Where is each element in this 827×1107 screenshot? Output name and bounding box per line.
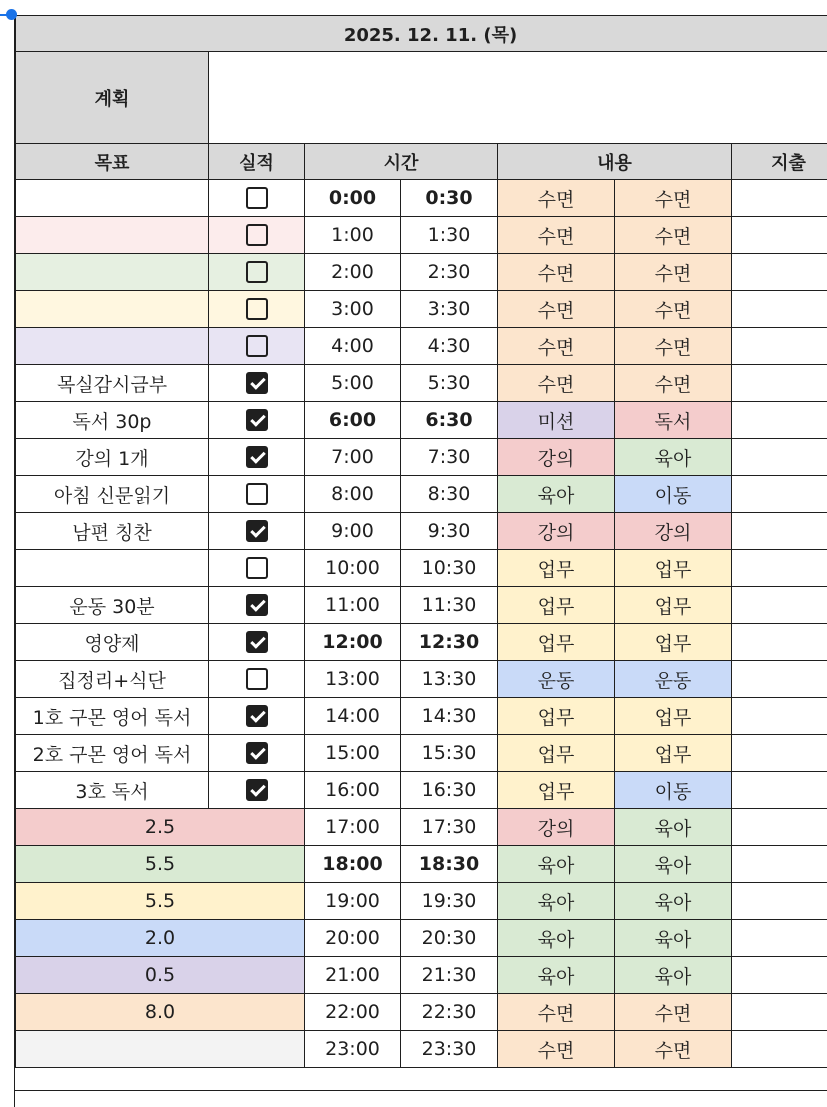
content-cell-1[interactable]: 수면 — [498, 254, 615, 291]
time-start-cell[interactable]: 3:00 — [305, 291, 401, 328]
time-start-cell[interactable]: 13:00 — [305, 661, 401, 698]
content-cell-1[interactable]: 수면 — [498, 365, 615, 402]
content-cell-2[interactable]: 업무 — [615, 587, 732, 624]
unchecked-checkbox-icon[interactable] — [246, 298, 268, 320]
unchecked-checkbox-icon[interactable] — [246, 187, 268, 209]
time-start-cell[interactable]: 10:00 — [305, 550, 401, 587]
content-cell-1[interactable]: 수면 — [498, 217, 615, 254]
expense-cell[interactable] — [732, 624, 827, 661]
header-time[interactable]: 시간 — [305, 144, 498, 180]
expense-cell[interactable] — [732, 587, 827, 624]
content-cell-1[interactable]: 육아 — [498, 920, 615, 957]
time-half-cell[interactable]: 8:30 — [401, 476, 498, 513]
content-cell-2[interactable]: 수면 — [615, 1031, 732, 1068]
table-row — [16, 402, 827, 439]
table-row — [16, 328, 827, 365]
content-cell-1[interactable]: 업무 — [498, 550, 615, 587]
expense-cell[interactable] — [732, 920, 827, 957]
expense-cell[interactable] — [732, 846, 827, 883]
goal-cell[interactable]: 2호 구몬 영어 독서 — [16, 735, 209, 772]
done-cell[interactable] — [209, 217, 305, 254]
header-content[interactable]: 내용 — [498, 144, 732, 180]
table-row — [16, 254, 827, 291]
goal-cell[interactable]: 1호 구몬 영어 독서 — [16, 698, 209, 735]
time-half-cell[interactable]: 9:30 — [401, 513, 498, 550]
table-row — [16, 735, 827, 772]
time-start-cell[interactable]: 11:00 — [305, 587, 401, 624]
time-start-cell[interactable]: 12:00 — [305, 624, 401, 661]
expense-cell[interactable] — [732, 291, 827, 328]
summary-hours-cell[interactable]: 5.5 — [16, 846, 305, 883]
table-row — [16, 513, 827, 550]
expense-cell[interactable] — [732, 1031, 827, 1068]
expense-cell[interactable] — [732, 328, 827, 365]
table-row — [16, 180, 827, 217]
done-cell[interactable] — [209, 661, 305, 698]
content-cell-1[interactable]: 업무 — [498, 624, 615, 661]
goal-cell[interactable]: 집정리+식단 — [16, 661, 209, 698]
checked-checkbox-icon[interactable] — [246, 779, 268, 801]
checked-checkbox-icon[interactable] — [246, 409, 268, 431]
table-row — [16, 476, 827, 513]
expense-cell[interactable] — [732, 365, 827, 402]
time-start-cell[interactable]: 4:00 — [305, 328, 401, 365]
summary-hours-cell[interactable]: 2.0 — [16, 920, 305, 957]
table-row — [16, 587, 827, 624]
content-cell-2[interactable]: 업무 — [615, 698, 732, 735]
time-half-cell[interactable]: 21:30 — [401, 957, 498, 994]
content-cell-1[interactable]: 수면 — [498, 994, 615, 1031]
goal-cell[interactable]: 3호 독서 — [16, 772, 209, 809]
unchecked-checkbox-icon[interactable] — [246, 224, 268, 246]
expense-cell[interactable] — [732, 772, 827, 809]
goal-cell[interactable]: 독서 30p — [16, 402, 209, 439]
goal-cell[interactable]: 남편 칭찬 — [16, 513, 209, 550]
expense-cell[interactable] — [732, 698, 827, 735]
content-cell-1[interactable]: 업무 — [498, 587, 615, 624]
content-cell-2[interactable]: 이동 — [615, 476, 732, 513]
content-cell-2[interactable]: 이동 — [615, 772, 732, 809]
checked-checkbox-icon[interactable] — [246, 631, 268, 653]
summary-row — [16, 846, 827, 883]
content-cell-1[interactable]: 강의 — [498, 809, 615, 846]
time-half-cell[interactable]: 13:30 — [401, 661, 498, 698]
content-cell-2[interactable]: 육아 — [615, 957, 732, 994]
content-cell-2[interactable]: 수면 — [615, 291, 732, 328]
done-cell[interactable] — [209, 254, 305, 291]
summary-row — [16, 1031, 827, 1068]
goal-cell[interactable]: 영양제 — [16, 624, 209, 661]
table-row — [16, 291, 827, 328]
time-half-cell[interactable]: 3:30 — [401, 291, 498, 328]
done-cell[interactable] — [209, 587, 305, 624]
summary-row — [16, 994, 827, 1031]
content-cell-1[interactable]: 수면 — [498, 328, 615, 365]
table-row — [16, 624, 827, 661]
done-cell[interactable] — [209, 476, 305, 513]
content-cell-1[interactable]: 육아 — [498, 957, 615, 994]
time-start-cell[interactable]: 0:00 — [305, 180, 401, 217]
column-header-row — [16, 144, 827, 180]
content-cell-1[interactable]: 강의 — [498, 439, 615, 476]
goal-cell[interactable] — [16, 180, 209, 217]
content-cell-2[interactable]: 독서 — [615, 402, 732, 439]
content-cell-1[interactable]: 업무 — [498, 735, 615, 772]
time-start-cell[interactable]: 2:00 — [305, 254, 401, 291]
goal-cell[interactable] — [16, 550, 209, 587]
content-cell-2[interactable]: 육아 — [615, 439, 732, 476]
goal-cell[interactable]: 강의 1개 — [16, 439, 209, 476]
content-cell-1[interactable]: 육아 — [498, 883, 615, 920]
time-half-cell[interactable]: 0:30 — [401, 180, 498, 217]
table-row — [16, 772, 827, 809]
time-half-cell[interactable]: 1:30 — [401, 217, 498, 254]
expense-cell[interactable] — [732, 402, 827, 439]
summary-hours-cell[interactable]: 8.0 — [16, 994, 305, 1031]
unchecked-checkbox-icon[interactable] — [246, 668, 268, 690]
summary-hours-cell[interactable]: 2.5 — [16, 809, 305, 846]
time-start-cell[interactable]: 7:00 — [305, 439, 401, 476]
goal-cell[interactable]: 운동 30분 — [16, 587, 209, 624]
expense-cell[interactable] — [732, 513, 827, 550]
content-cell-2[interactable]: 수면 — [615, 994, 732, 1031]
table-row — [16, 698, 827, 735]
checked-checkbox-icon[interactable] — [246, 520, 268, 542]
content-cell-2[interactable]: 수면 — [615, 254, 732, 291]
selection-handle[interactable] — [6, 9, 17, 20]
unchecked-checkbox-icon[interactable] — [246, 483, 268, 505]
content-cell-2[interactable]: 강의 — [615, 513, 732, 550]
expense-cell[interactable] — [732, 550, 827, 587]
time-start-cell[interactable]: 16:00 — [305, 772, 401, 809]
time-half-cell[interactable]: 15:30 — [401, 735, 498, 772]
checked-checkbox-icon[interactable] — [246, 705, 268, 727]
expense-cell[interactable] — [732, 180, 827, 217]
content-cell-2[interactable]: 업무 — [615, 624, 732, 661]
content-cell-1[interactable]: 육아 — [498, 476, 615, 513]
table-row — [16, 661, 827, 698]
unchecked-checkbox-icon[interactable] — [246, 335, 268, 357]
content-cell-1[interactable]: 업무 — [498, 772, 615, 809]
content-cell-2[interactable]: 수면 — [615, 365, 732, 402]
checked-checkbox-icon[interactable] — [246, 594, 268, 616]
content-cell-1[interactable]: 육아 — [498, 846, 615, 883]
expense-cell[interactable] — [732, 883, 827, 920]
content-cell-2[interactable]: 육아 — [615, 846, 732, 883]
goal-cell[interactable] — [16, 291, 209, 328]
summary-hours-cell[interactable]: 0.5 — [16, 957, 305, 994]
done-cell[interactable] — [209, 180, 305, 217]
content-cell-2[interactable]: 업무 — [615, 735, 732, 772]
time-half-cell[interactable]: 14:30 — [401, 698, 498, 735]
time-start-cell[interactable]: 20:00 — [305, 920, 401, 957]
header-goal[interactable]: 목표 — [16, 144, 209, 180]
table-row — [16, 217, 827, 254]
time-start-cell[interactable]: 8:00 — [305, 476, 401, 513]
date-cell[interactable]: 2025. 12. 11. (목) — [16, 16, 827, 52]
plan-content-cell[interactable] — [209, 52, 827, 144]
summary-row — [16, 920, 827, 957]
content-cell-2[interactable]: 업무 — [615, 550, 732, 587]
header-done[interactable]: 실적 — [209, 144, 305, 180]
goal-cell[interactable] — [16, 328, 209, 365]
done-cell[interactable] — [209, 291, 305, 328]
time-start-cell[interactable]: 15:00 — [305, 735, 401, 772]
goal-cell[interactable] — [16, 217, 209, 254]
table-row — [16, 550, 827, 587]
time-start-cell[interactable]: 21:00 — [305, 957, 401, 994]
summary-hours-cell[interactable]: 5.5 — [16, 883, 305, 920]
done-cell[interactable] — [209, 328, 305, 365]
time-half-cell[interactable]: 16:30 — [401, 772, 498, 809]
content-cell-2[interactable]: 육아 — [615, 920, 732, 957]
time-half-cell[interactable]: 6:30 — [401, 402, 498, 439]
time-half-cell[interactable]: 5:30 — [401, 365, 498, 402]
plan-row — [16, 52, 827, 144]
goal-cell[interactable]: 아침 신문읽기 — [16, 476, 209, 513]
content-cell-2[interactable]: 수면 — [615, 328, 732, 365]
content-cell-2[interactable]: 육아 — [615, 809, 732, 846]
summary-row — [16, 883, 827, 920]
expense-cell[interactable] — [732, 661, 827, 698]
expense-cell[interactable] — [732, 476, 827, 513]
time-start-cell[interactable]: 9:00 — [305, 513, 401, 550]
expense-cell[interactable] — [732, 217, 827, 254]
done-cell[interactable] — [209, 735, 305, 772]
unchecked-checkbox-icon[interactable] — [246, 261, 268, 283]
time-half-cell[interactable]: 19:30 — [401, 883, 498, 920]
expense-cell[interactable] — [732, 809, 827, 846]
expense-cell[interactable] — [732, 439, 827, 476]
expense-cell[interactable] — [732, 957, 827, 994]
plan-label-cell[interactable]: 계획 — [16, 52, 209, 144]
expense-cell[interactable] — [732, 254, 827, 291]
time-start-cell[interactable]: 1:00 — [305, 217, 401, 254]
time-start-cell[interactable]: 5:00 — [305, 365, 401, 402]
done-cell[interactable] — [209, 624, 305, 661]
time-half-cell[interactable]: 12:30 — [401, 624, 498, 661]
done-cell[interactable] — [209, 402, 305, 439]
time-half-cell[interactable]: 10:30 — [401, 550, 498, 587]
daily-planner-table — [15, 15, 827, 1068]
time-start-cell[interactable]: 14:00 — [305, 698, 401, 735]
checked-checkbox-icon[interactable] — [246, 372, 268, 394]
date-row — [16, 16, 827, 52]
content-cell-1[interactable]: 업무 — [498, 698, 615, 735]
content-cell-1[interactable]: 운동 — [498, 661, 615, 698]
time-half-cell[interactable]: 23:30 — [401, 1031, 498, 1068]
done-cell[interactable] — [209, 550, 305, 587]
content-cell-1[interactable]: 수면 — [498, 291, 615, 328]
done-cell[interactable] — [209, 698, 305, 735]
time-half-cell[interactable]: 2:30 — [401, 254, 498, 291]
content-cell-2[interactable]: 운동 — [615, 661, 732, 698]
sheet-bottom-border — [14, 1090, 827, 1091]
time-half-cell[interactable]: 22:30 — [401, 994, 498, 1031]
header-expense[interactable]: 지출 — [732, 144, 827, 180]
goal-cell[interactable] — [16, 254, 209, 291]
checked-checkbox-icon[interactable] — [246, 742, 268, 764]
time-half-cell[interactable]: 4:30 — [401, 328, 498, 365]
table-row — [16, 439, 827, 476]
time-half-cell[interactable]: 18:30 — [401, 846, 498, 883]
expense-cell[interactable] — [732, 735, 827, 772]
content-cell-1[interactable]: 수면 — [498, 1031, 615, 1068]
time-start-cell[interactable]: 6:00 — [305, 402, 401, 439]
done-cell[interactable] — [209, 772, 305, 809]
content-cell-2[interactable]: 수면 — [615, 217, 732, 254]
checked-checkbox-icon[interactable] — [246, 446, 268, 468]
content-cell-1[interactable]: 수면 — [498, 180, 615, 217]
time-half-cell[interactable]: 17:30 — [401, 809, 498, 846]
summary-row — [16, 809, 827, 846]
table-row — [16, 365, 827, 402]
content-cell-2[interactable]: 육아 — [615, 883, 732, 920]
time-half-cell[interactable]: 20:30 — [401, 920, 498, 957]
goal-cell[interactable]: 목실감시금부 — [16, 365, 209, 402]
done-cell[interactable] — [209, 365, 305, 402]
time-start-cell[interactable]: 22:00 — [305, 994, 401, 1031]
summary-hours-cell[interactable] — [16, 1031, 305, 1068]
done-cell[interactable] — [209, 513, 305, 550]
expense-cell[interactable] — [732, 994, 827, 1031]
time-half-cell[interactable]: 11:30 — [401, 587, 498, 624]
time-start-cell[interactable]: 23:00 — [305, 1031, 401, 1068]
unchecked-checkbox-icon[interactable] — [246, 557, 268, 579]
time-start-cell[interactable]: 17:00 — [305, 809, 401, 846]
done-cell[interactable] — [209, 439, 305, 476]
content-cell-2[interactable]: 수면 — [615, 180, 732, 217]
content-cell-1[interactable]: 미션 — [498, 402, 615, 439]
content-cell-1[interactable]: 강의 — [498, 513, 615, 550]
time-start-cell[interactable]: 18:00 — [305, 846, 401, 883]
time-half-cell[interactable]: 7:30 — [401, 439, 498, 476]
summary-row — [16, 957, 827, 994]
time-start-cell[interactable]: 19:00 — [305, 883, 401, 920]
